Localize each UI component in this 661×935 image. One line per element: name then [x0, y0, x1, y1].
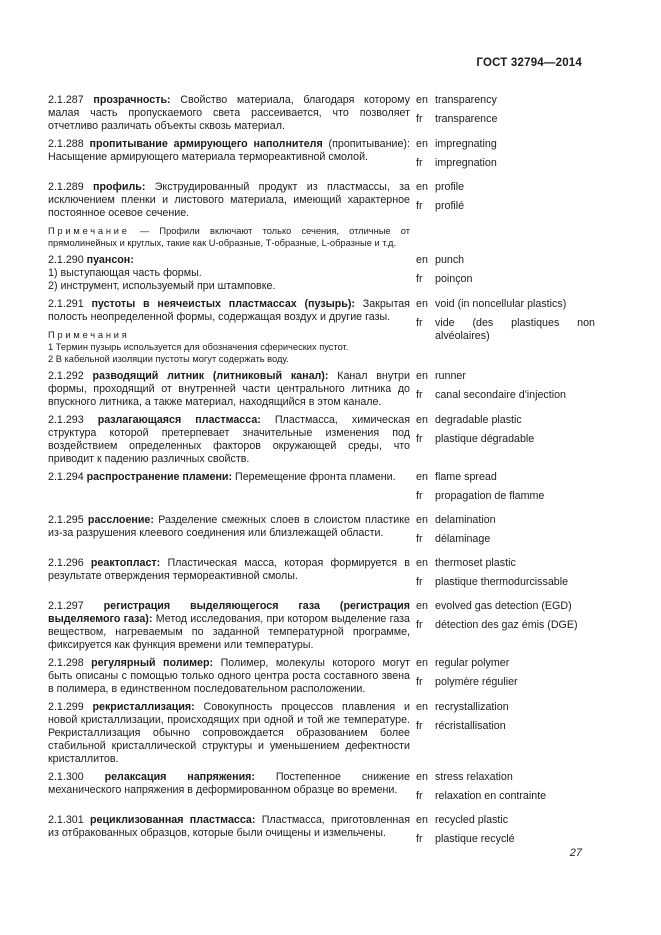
- term-translations: [416, 657, 595, 695]
- term-number: 2.1.301: [48, 814, 84, 826]
- term-entry: [48, 701, 622, 766]
- translation-en: transparency: [435, 94, 497, 106]
- definition-paragraph: [48, 298, 410, 324]
- term-entry: [48, 94, 622, 133]
- term-entry: [48, 471, 622, 509]
- term-number: 2.1.287: [48, 94, 84, 106]
- term-ru: пропитывание армирующего наполнителя: [89, 138, 323, 150]
- notes: [48, 329, 410, 365]
- definition-text: Пластмасса, химическая структура которой претерпевает значительные изменения под воздействием определенных факторов окружающей среды, что приводит к падению различных свойств.: [48, 414, 410, 465]
- translation-row-en: [416, 94, 595, 107]
- term-ru: релаксация напряжения:: [104, 771, 255, 783]
- term-definition-ru: [48, 94, 410, 133]
- page-number: 27: [569, 847, 582, 859]
- term-definition-ru: [48, 657, 410, 696]
- term-definition-ru: [48, 138, 410, 164]
- term-ru: пуансон:: [86, 254, 134, 266]
- definition-text: Разделение смежных слоев в слоистом пластике из-за разрушения клеевого соединения или близлежащей области.: [48, 514, 410, 539]
- definition-paragraph: [48, 557, 410, 583]
- term-translations: [416, 254, 595, 292]
- translation-fr: poinçon: [435, 273, 473, 285]
- definition-text: Свойство материала, благодаря которому малая часть пропускаемого света рассеивается, что позволяет отчетливо различать объекты сквозь материал.: [48, 94, 410, 132]
- term-ru: профиль:: [93, 181, 146, 193]
- definition-text: Пластическая масса, которая формируется в результате отверждения термореактивной смолы.: [48, 557, 410, 582]
- translation-row-fr: [416, 273, 595, 286]
- term-definition-ru: [48, 701, 410, 766]
- definition-text: Метод исследования, при котором выделение газа веществом, нагреваемым по заданной температурной программе, фиксируется как функция времени или температуры.: [48, 613, 410, 651]
- definition-paragraph: [48, 471, 410, 484]
- term-translations: [416, 701, 595, 739]
- definition-paragraph: [48, 181, 410, 220]
- lang-code-en: en: [416, 471, 428, 483]
- lang-code-fr: fr: [416, 790, 423, 802]
- note-item: 2 В кабельной изоляции пустоты могут содержать воду.: [48, 354, 289, 364]
- translation-row-fr: [416, 676, 595, 689]
- translation-en: delamination: [435, 514, 496, 526]
- term-definition-ru: [48, 557, 410, 583]
- definition-text: Постепенное снижение механического напряжения в деформированном образце во времени.: [48, 771, 410, 796]
- definition-paragraph: [48, 414, 410, 466]
- translation-row-fr: [416, 157, 595, 170]
- lang-code-en: en: [416, 181, 428, 193]
- term-entry: [48, 181, 622, 249]
- term-number: 2.1.294: [48, 471, 84, 483]
- lang-code-fr: fr: [416, 157, 423, 169]
- definition-text: Полимер, молекулы которого могут быть описаны с помощью только одного центра роста составного звена в полимера, в единственном последовательном расположении.: [48, 657, 410, 695]
- translation-row-fr: [416, 113, 595, 126]
- translation-en: evolved gas detection (EGD): [435, 600, 572, 612]
- translation-row-fr: [416, 533, 595, 546]
- translation-row-en: [416, 181, 595, 194]
- translation-en: thermoset plastic: [435, 557, 516, 569]
- term-number: 2.1.297: [48, 600, 84, 612]
- term-entry: [48, 138, 622, 176]
- definition-paragraph: [48, 370, 410, 409]
- term-translations: [416, 514, 595, 552]
- translation-en: regular polymer: [435, 657, 510, 669]
- definition-paragraph: [48, 138, 410, 164]
- term-ru: распространение пламени:: [86, 471, 233, 483]
- term-number: 2.1.289: [48, 181, 84, 193]
- translation-row-fr: [416, 317, 595, 343]
- translation-row-en: [416, 814, 595, 827]
- translation-fr: impregnation: [435, 157, 497, 169]
- term-entry: [48, 298, 622, 365]
- translation-row-en: [416, 298, 595, 311]
- term-definition-ru: [48, 771, 410, 797]
- definition-text: Совокупность процессов плавления и новой кристаллизации, происходящих при одной и той же температуре. Рекристаллизация обычно сопровождается образованием более стабильной кристаллической структуры и уменьшением дефектности кристаллитов.: [48, 701, 410, 765]
- translation-row-en: [416, 514, 595, 527]
- term-ru: расслоение:: [87, 514, 154, 526]
- term-translations: [416, 471, 595, 509]
- lang-code-en: en: [416, 370, 428, 382]
- translation-fr: transparence: [435, 113, 498, 125]
- term-definition-ru: [48, 254, 410, 293]
- definition-text: Насыщение армирующего материала термореактивной смолой.: [48, 151, 369, 163]
- translation-row-en: [416, 701, 595, 714]
- note-text: — Профили включают только сечения, отличные от прямолинейных и круглых, такие как U-образные, Т-образные, L-образные и т.д.: [48, 226, 410, 248]
- translation-row-fr: [416, 200, 595, 213]
- term-number: 2.1.300: [48, 771, 84, 783]
- lang-code-en: en: [416, 514, 428, 526]
- translation-en: profile: [435, 181, 465, 193]
- lang-code-en: en: [416, 701, 428, 713]
- term-translations: [416, 298, 595, 349]
- lang-code-en: en: [416, 657, 428, 669]
- translation-fr: détection des gaz émis (DGE): [435, 619, 578, 631]
- translation-fr: vide (des plastiques non alvéolaires): [435, 317, 595, 342]
- term-definition-ru: [48, 414, 410, 466]
- note: [48, 225, 410, 249]
- lang-code-en: en: [416, 414, 428, 426]
- definition-paragraph: [48, 514, 410, 540]
- translation-fr: récristallisation: [435, 720, 506, 732]
- term-entry: [48, 600, 622, 652]
- term-definition-ru: [48, 471, 410, 484]
- term-translations: [416, 94, 595, 132]
- lang-code-en: en: [416, 771, 428, 783]
- translation-fr: propagation de flamme: [435, 490, 545, 502]
- translation-fr: polymère régulier: [435, 676, 518, 688]
- translation-row-fr: [416, 490, 595, 503]
- term-entry: [48, 254, 622, 293]
- translation-fr: plastique thermodurcissable: [435, 576, 569, 588]
- term-ru: разлагающаяся пластмасса:: [97, 414, 261, 426]
- translation-fr: profilé: [435, 200, 465, 212]
- translation-row-en: [416, 557, 595, 570]
- term-number: 2.1.290: [48, 254, 84, 266]
- lang-code-fr: fr: [416, 676, 423, 688]
- entries-list: [48, 94, 622, 857]
- definition-list-item: 1) выступающая часть формы.: [48, 267, 202, 279]
- term-ru: регистрация выделяющегося газа (регистрация выделяемого газа):: [48, 600, 410, 625]
- translation-en: degradable plastic: [435, 414, 522, 426]
- translation-en: void (in noncellular plastics): [435, 298, 567, 310]
- term-translations: [416, 771, 595, 809]
- translation-row-fr: [416, 833, 595, 846]
- lang-code-fr: fr: [416, 576, 423, 588]
- translation-row-fr: [416, 576, 595, 589]
- translation-row-fr: [416, 433, 595, 446]
- lang-code-fr: fr: [416, 273, 423, 285]
- term-number: 2.1.299: [48, 701, 84, 713]
- definition-list-item: 2) инструмент, используемый при штамповке.: [48, 280, 276, 292]
- lang-code-en: en: [416, 298, 428, 310]
- term-definition-ru: [48, 814, 410, 840]
- translation-fr: canal secondaire d'injection: [435, 389, 566, 401]
- definition-paragraph: [48, 771, 410, 797]
- lang-code-fr: fr: [416, 720, 423, 732]
- lang-code-en: en: [416, 254, 428, 266]
- term-suffix: (пропитывание):: [328, 138, 410, 150]
- translation-fr: plastique recyclé: [435, 833, 515, 845]
- translation-row-en: [416, 414, 595, 427]
- notes-label: Примечания: [48, 330, 130, 340]
- definition-paragraph: [48, 254, 410, 267]
- lang-code-en: en: [416, 94, 428, 106]
- lang-code-fr: fr: [416, 619, 423, 631]
- term-entry: [48, 657, 622, 696]
- term-ru: реактопласт:: [90, 557, 161, 569]
- note-item: 1 Термин пузырь используется для обозначения сферических пустот.: [48, 342, 349, 352]
- translation-row-en: [416, 771, 595, 784]
- lang-code-en: en: [416, 557, 428, 569]
- translation-en: runner: [435, 370, 466, 382]
- term-translations: [416, 557, 595, 595]
- translation-en: punch: [435, 254, 465, 266]
- lang-code-fr: fr: [416, 200, 423, 212]
- term-translations: [416, 138, 595, 176]
- definition-paragraph: [48, 600, 410, 652]
- translation-en: flame spread: [435, 471, 497, 483]
- term-number: 2.1.298: [48, 657, 84, 669]
- definition-paragraph: [48, 94, 410, 133]
- term-definition-ru: [48, 514, 410, 540]
- translation-row-en: [416, 254, 595, 267]
- translation-row-en: [416, 370, 595, 383]
- definition-text: Пластмасса, приготовленная из отбракованных образцов, которые были очищены и измельчены.: [48, 814, 410, 839]
- term-translations: [416, 181, 595, 219]
- term-number: 2.1.288: [48, 138, 84, 150]
- lang-code-fr: fr: [416, 389, 423, 401]
- translation-row-fr: [416, 619, 595, 632]
- note-label: Примечание: [48, 226, 130, 236]
- term-definition-ru: [48, 600, 410, 652]
- definition-text: Перемещение фронта пламени.: [235, 471, 396, 483]
- term-number: 2.1.291: [48, 298, 84, 310]
- term-ru: разводящий литник (литниковый канал):: [92, 370, 329, 382]
- term-entry: [48, 514, 622, 552]
- term-number: 2.1.292: [48, 370, 84, 382]
- term-translations: [416, 414, 595, 452]
- term-ru: пустоты в неячеистых пластмассах (пузырь):: [91, 298, 355, 310]
- lang-code-en: en: [416, 600, 428, 612]
- term-ru: регулярный полимер:: [91, 657, 214, 669]
- translation-en: impregnating: [435, 138, 497, 150]
- translation-fr: plastique dégradable: [435, 433, 535, 445]
- translation-row-fr: [416, 790, 595, 803]
- definition-paragraph: [48, 657, 410, 696]
- translation-row-fr: [416, 389, 595, 402]
- translation-row-en: [416, 471, 595, 484]
- lang-code-fr: fr: [416, 317, 423, 329]
- translation-fr: relaxation en contrainte: [435, 790, 547, 802]
- translation-row-en: [416, 600, 595, 613]
- term-definition-ru: [48, 298, 410, 365]
- definition-text: Экструдированный продукт из пластмассы, за исключением пленки и листового материала, имеющий характерное постоянное осевое сечение.: [48, 181, 410, 219]
- term-number: 2.1.293: [48, 414, 84, 426]
- lang-code-en: en: [416, 814, 428, 826]
- term-ru: прозрачность:: [93, 94, 171, 106]
- document-header-title: ГОСТ 32794—2014: [476, 57, 582, 69]
- translation-en: stress relaxation: [435, 771, 513, 783]
- term-entry: [48, 557, 622, 595]
- definition-text: Закрытая полость неопределенной формы, содержащая воздух и другие газы.: [48, 298, 410, 323]
- definition-paragraph: [48, 814, 410, 840]
- lang-code-fr: fr: [416, 833, 423, 845]
- definition-text: Канал внутри формы, проходящий от внутренней части центрального литника до впускного литника, а также материал, находящийся в этом канале.: [48, 370, 410, 408]
- lang-code-en: en: [416, 138, 428, 150]
- term-translations: [416, 600, 595, 638]
- lang-code-fr: fr: [416, 490, 423, 502]
- translation-fr: délaminage: [435, 533, 491, 545]
- lang-code-fr: fr: [416, 433, 423, 445]
- term-entry: [48, 370, 622, 409]
- term-definition-ru: [48, 181, 410, 249]
- lang-code-fr: fr: [416, 113, 423, 125]
- term-ru: рециклизованная пластмасса:: [90, 814, 256, 826]
- term-number: 2.1.295: [48, 514, 84, 526]
- term-ru: рекристаллизация:: [92, 701, 195, 713]
- translation-row-en: [416, 138, 595, 151]
- translation-row-fr: [416, 720, 595, 733]
- translation-row-en: [416, 657, 595, 670]
- term-entry: [48, 771, 622, 809]
- term-entry: [48, 414, 622, 466]
- term-definition-ru: [48, 370, 410, 409]
- term-translations: [416, 370, 595, 408]
- translation-en: recrystallization: [435, 701, 509, 713]
- definition-paragraph: [48, 701, 410, 766]
- term-number: 2.1.296: [48, 557, 84, 569]
- translation-en: recycled plastic: [435, 814, 509, 826]
- lang-code-fr: fr: [416, 533, 423, 545]
